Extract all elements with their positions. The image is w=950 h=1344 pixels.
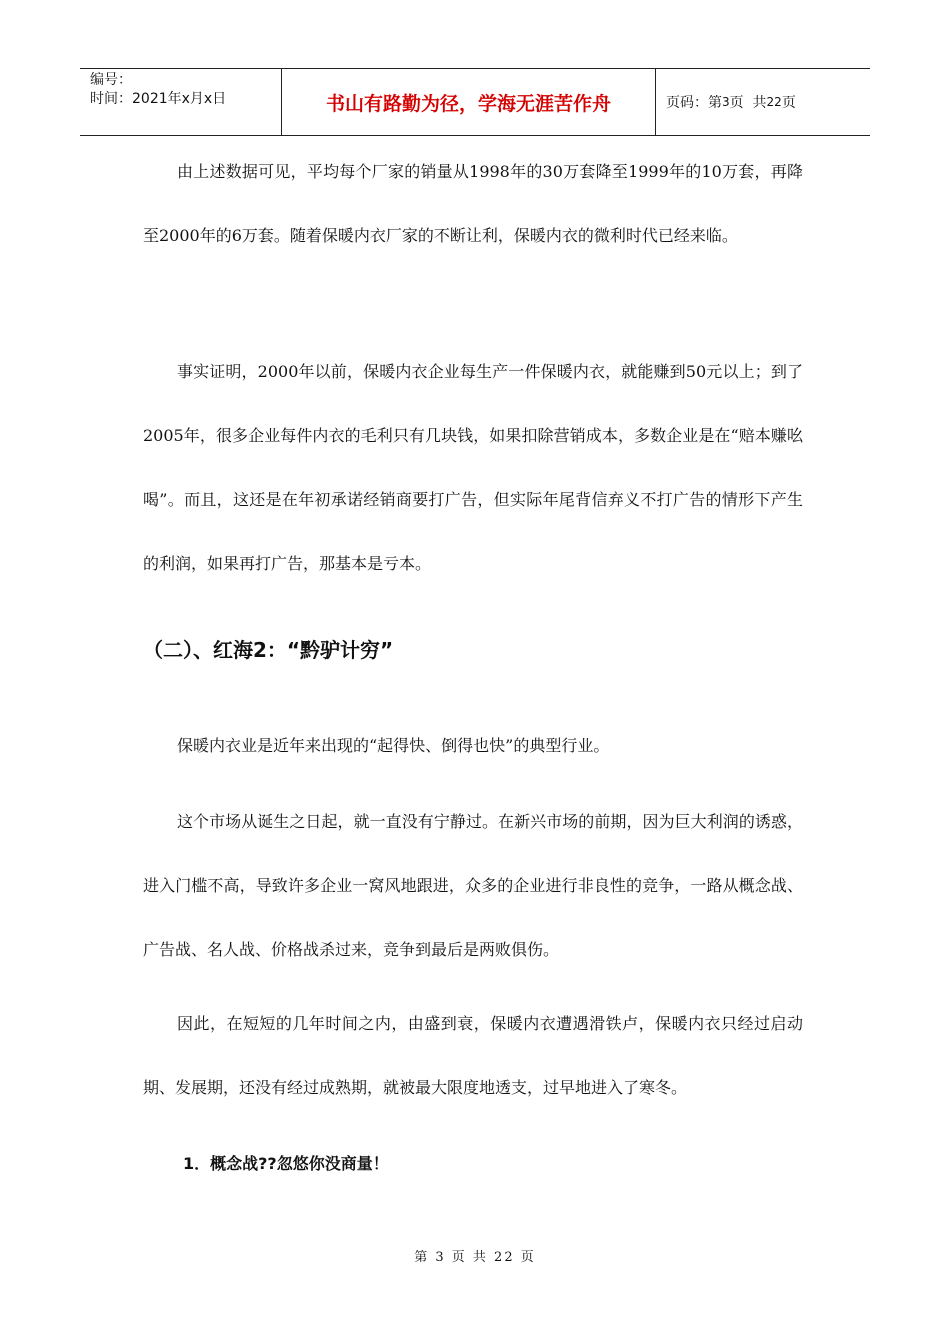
paragraph-1: 由上述数据可见，平均每个厂家的销量从1998年的30万套降至1999年的10万套，再降至2000年的6万套。随着保暖内衣厂家的不断让利，保暖内衣的微利时代已经来临。 <box>143 162 803 245</box>
section-heading: （二）、红海2：“黔驴计穷” <box>143 638 394 662</box>
page-footer: 第 3 页 共 22 页 <box>414 1250 536 1265</box>
header-page-info <box>656 69 870 135</box>
document-header <box>80 68 870 136</box>
date-label: 时间：2021年x月x日 <box>90 91 227 107</box>
subsection-heading: 1．概念战??忽悠你没商量！ <box>183 1154 389 1173</box>
page-mid: 页 共 <box>729 95 767 111</box>
paragraph-2: 事实证明，2000年以前，保暖内衣企业每生产一件保暖内衣，就能赚到50元以上；到了2005年，很多企业每件内衣的毛利只有几块钱，如果扣除营销成本，多数企业是在“赔本赚吆喝”。而且，这还是在年初承诺经销商要打广告，但实际年尾背信弃义不打广告的情形下产生的利润，如果再打广告，那基本是亏本。 <box>143 362 803 573</box>
page-suffix: 页 <box>781 95 796 111</box>
page-current: 3 <box>722 95 730 109</box>
page-total: 22 <box>766 95 782 109</box>
header-meta <box>80 69 282 135</box>
paragraph-4: 这个市场从诞生之日起，就一直没有宁静过。在新兴市场的前期，因为巨大利润的诱惑，进入门槛不高，导致许多企业一窝风地跟进，众多的企业进行非良性的竞争，一路从概念战、广告战、名人战、价格战杀过来，竞争到最后是两败俱伤。 <box>143 812 803 959</box>
page-prefix: 页码：第 <box>666 95 722 111</box>
paragraph-5: 因此，在短短的几年时间之内，由盛到衰，保暖内衣遭遇滑铁卢，保暖内衣只经过启动期、发展期，还没有经过成熟期，就被最大限度地透支，过早地进入了寒冬。 <box>143 1014 803 1097</box>
number-label: 编号： <box>90 72 132 88</box>
header-motto: 书山有路勤为径，学海无涯苦作舟 <box>282 69 656 135</box>
paragraph-3: 保暖内衣业是近年来出现的“起得快、倒得也快”的典型行业。 <box>177 736 610 755</box>
